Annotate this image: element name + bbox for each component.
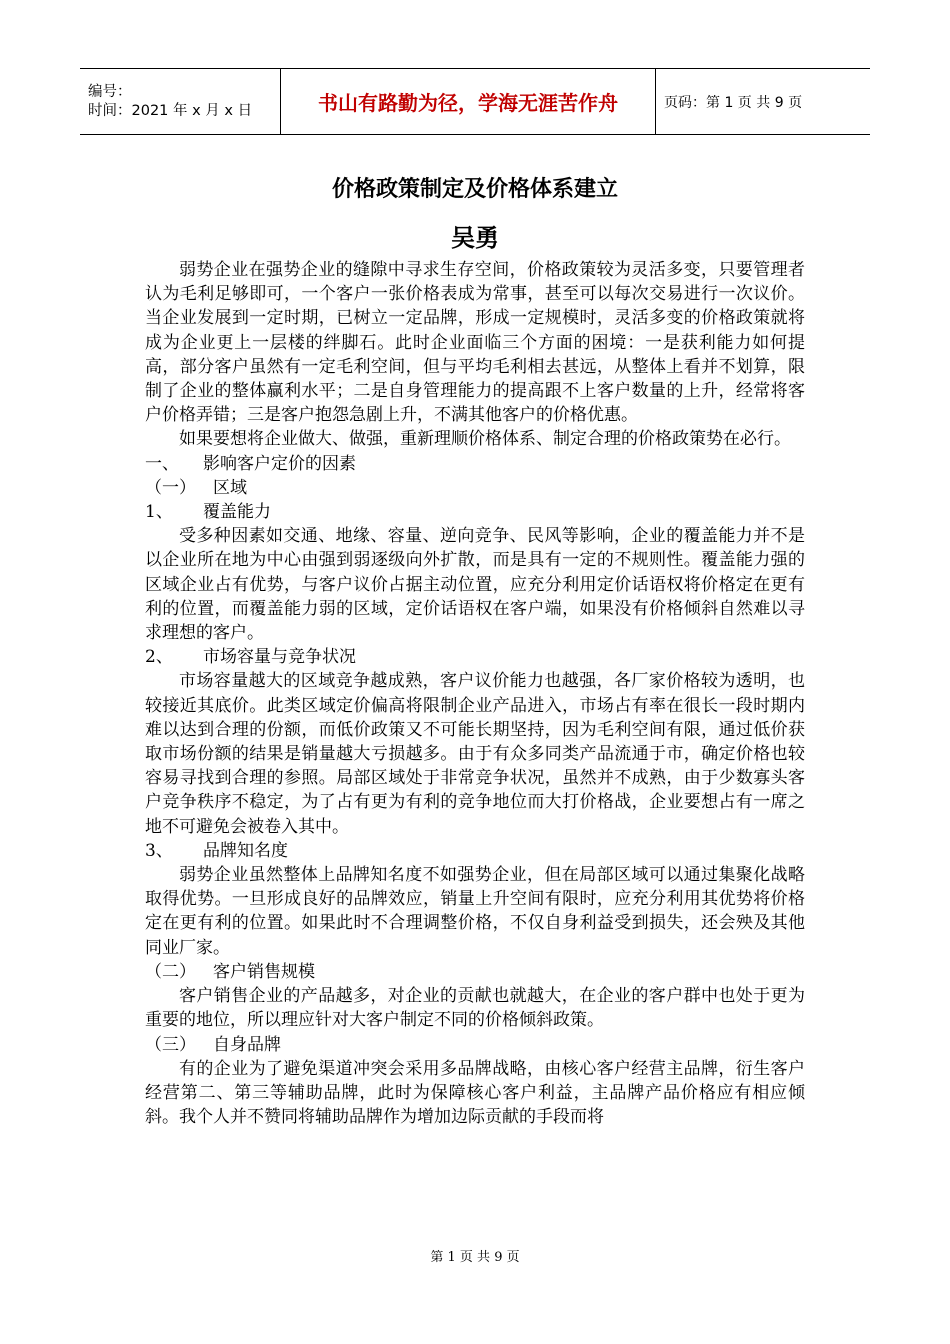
page-header	[80, 68, 870, 135]
header-page-info: 页码：第 1 页 共 9 页	[664, 94, 803, 111]
item-heading	[145, 500, 805, 524]
subsection-title: 区域	[213, 477, 247, 498]
item-heading	[145, 839, 805, 863]
paragraph: 弱势企业虽然整体上品牌知名度不如强势企业，但在局部区域可以通过集聚化战略取得优势。一旦形成良好的品牌效应，销量上升空间有限时，应充分利用其优势将价格定在更有利的位置。如果此时不合理调整价格，不仅自身利益受到损失，还会殃及其他同业厂家。	[145, 865, 805, 958]
item-number: 2、	[145, 647, 173, 668]
item-heading	[145, 645, 805, 669]
section-number: 一、	[145, 453, 179, 474]
item-title: 品牌知名度	[203, 840, 288, 861]
paragraph: 市场容量越大的区域竞争越成熟，客户议价能力也越强，各厂家价格较为透明，也较接近其底价。此类区域定价偏高将限制企业产品进入，市场占有率在很长一段时期内难以达到合理的份额，而低价政策又不可能长期坚持，因为毛利空间有限，通过低价获取市场份额的结果是销量越大亏损越多。由于有众多同类产品流通于市，确定价格也较容易寻找到合理的参照。局部区域处于非常竞争状况，虽然并不成熟，由于少数寡头客户竞争秩序不稳定，为了占有更为有利的竞争地位而大打价格战，企业要想占有一席之地不可避免会被卷入其中。	[145, 671, 805, 837]
subsection-heading	[145, 1033, 805, 1057]
header-left-cell	[80, 69, 281, 134]
section-heading	[145, 452, 805, 476]
item-number: 3、	[145, 840, 173, 861]
header-motto: 书山有路勤为径，学海无涯苦作舟	[318, 91, 618, 115]
paragraph: 有的企业为了避免渠道冲突会采用多品牌战略，由核心客户经营主品牌，衍生客户经营第二、第三等辅助品牌，此时为保障核心客户利益，主品牌产品价格应有相应倾斜。我个人并不赞同将辅助品牌作为增加边际贡献的手段而将	[145, 1058, 805, 1128]
document-title: 价格政策制定及价格体系建立	[331, 177, 618, 202]
subsection-number: （一）	[145, 477, 196, 498]
section-title: 影响客户定价的因素	[203, 453, 356, 474]
document-body	[145, 258, 805, 1129]
subsection-number: （二）	[145, 961, 196, 982]
subsection-number: （三）	[145, 1034, 196, 1055]
paragraph: 弱势企业在强势企业的缝隙中寻求生存空间，价格政策较为灵活多变，只要管理者认为毛利足够即可，一个客户一张价格表成为常事，甚至可以每次交易进行一次议价。当企业发展到一定时期，已树立一定品牌，形成一定规模时，灵活多变的价格政策就将成为企业更上一层楼的绊脚石。此时企业面临三个方面的困境：一是获利能力如何提高，部分客户虽然有一定毛利空间，但与平均毛利相去甚远，从整体上看并不划算，限制了企业的整体赢利水平；二是自身管理能力的提高跟不上客户数量的上升，经常将客户价格弄错；三是客户抱怨急剧上升，不满其他客户的价格优惠。	[145, 260, 805, 426]
subsection-heading	[145, 960, 805, 984]
document-author: 吴勇	[451, 224, 499, 252]
page-footer: 第 1 页 共 9 页	[430, 1250, 520, 1265]
subsection-title: 自身品牌	[213, 1034, 281, 1055]
paragraph: 受多种因素如交通、地缘、容量、逆向竞争、民风等影响，企业的覆盖能力并不是以企业所在地为中心由强到弱逐级向外扩散，而是具有一定的不规则性。覆盖能力强的区域企业占有优势，与客户议价占据主动位置，应充分利用定价话语权将价格定在更有利的位置，而覆盖能力弱的区域，定价话语权在客户端，如果没有价格倾斜自然难以寻求理想的客户。	[145, 526, 805, 644]
header-motto-cell	[281, 69, 656, 134]
item-title: 覆盖能力	[203, 502, 271, 523]
subsection-title: 客户销售规模	[213, 961, 315, 982]
paragraph: 客户销售企业的产品越多，对企业的贡献也就越大，在企业的客户群中也处于更为重要的地位，所以理应针对大客户制定不同的价格倾斜政策。	[145, 986, 805, 1031]
item-number: 1、	[145, 502, 173, 523]
document-time-label: 时间：2021 年 x 月 x 日	[88, 102, 253, 119]
document-number-label: 编号：	[88, 83, 132, 100]
item-title: 市场容量与竞争状况	[203, 647, 356, 668]
subsection-heading	[145, 476, 805, 500]
paragraph: 如果要想将企业做大、做强，重新理顺价格体系、制定合理的价格政策势在必行。	[179, 429, 791, 450]
header-page-cell	[656, 69, 870, 134]
